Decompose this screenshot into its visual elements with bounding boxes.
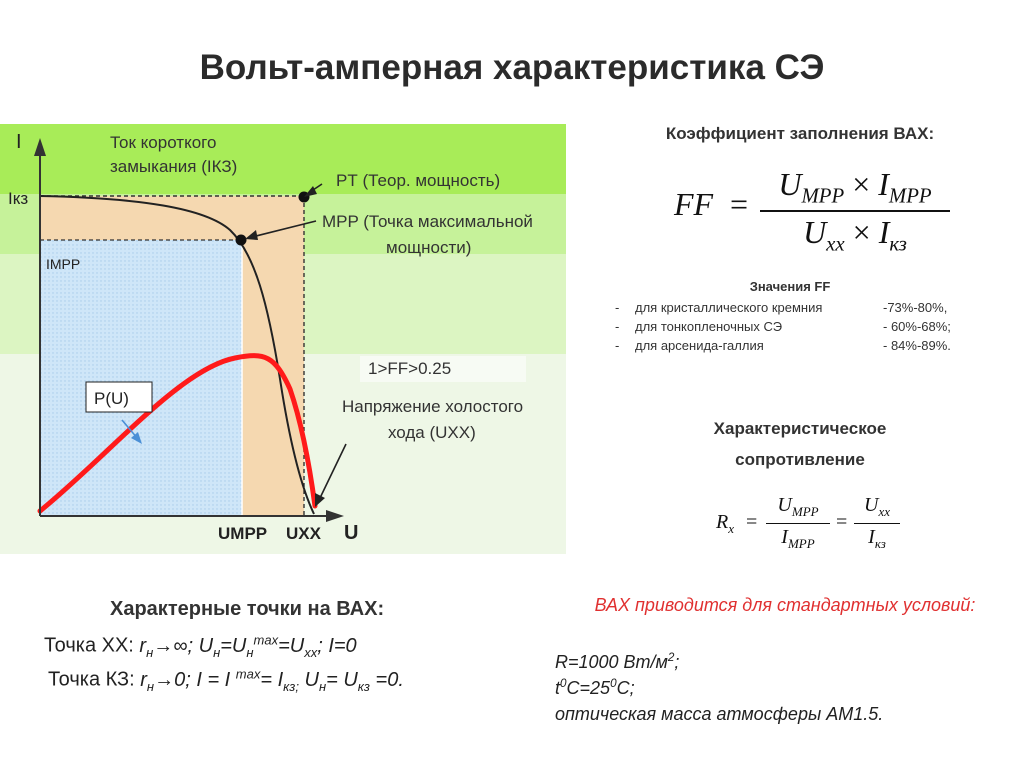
point-xx-eq1: =U — [220, 634, 247, 657]
ff-num-i: I — [878, 166, 889, 202]
rx-n2 — [854, 494, 900, 520]
pu-label: P(U) — [94, 389, 129, 408]
rx-d1 — [766, 526, 830, 552]
points-heading: Характерные точки на ВАХ: — [110, 598, 385, 620]
list-item — [615, 317, 951, 336]
rx-lhs — [716, 511, 734, 537]
uxx-label: UXX — [286, 524, 321, 543]
point-kz-u2-sub: кз — [357, 678, 370, 694]
point-kz-r: r — [140, 668, 147, 691]
rx-d1-i: I — [781, 526, 788, 548]
point-xx-prefix: Точка ХХ: — [44, 634, 140, 657]
standard-r-sup: 2 — [667, 651, 675, 664]
ff-formula-lhs: FF — [674, 186, 714, 222]
standard-t-sup: 0 — [560, 677, 567, 690]
ff-formula — [674, 166, 954, 258]
point-kz-arrow: →0; — [154, 668, 197, 691]
iv-curve-diagram — [0, 124, 566, 554]
rx-d2-i: I — [868, 526, 875, 548]
rx-n2-sub: xx — [878, 504, 890, 519]
ff-heading: Коэффициент заполнения ВАХ: — [665, 124, 935, 143]
point-kz-prefix: Точка КЗ: — [48, 668, 141, 691]
standard-t-end: C; — [616, 678, 635, 698]
list-dash: - — [615, 319, 620, 334]
point-xx-u: U — [198, 634, 214, 657]
isc-label-line2: замыкания (IКЗ) — [110, 157, 238, 176]
rx-bar2 — [854, 523, 900, 524]
rx-n2-u: U — [864, 494, 879, 516]
rx-eq1: = — [746, 511, 758, 533]
point-xx-line — [44, 632, 357, 660]
pt-label: PТ (Теор. мощность) — [336, 171, 501, 190]
rx-n1-u: U — [777, 494, 792, 516]
iv-diagram-svg — [0, 124, 566, 554]
list-text: для тонкопленочных СЭ — [635, 319, 783, 334]
list-text: для арсенида-галлия — [635, 338, 764, 353]
rx-heading-line1: Характеристическое — [713, 419, 887, 438]
rx-lhs-r: R — [716, 511, 729, 533]
ff-den-times: × — [852, 214, 871, 250]
rx-d1-sub: MPP — [787, 536, 815, 551]
rx-formula — [716, 492, 916, 558]
point-kz-line — [48, 666, 404, 694]
list-value: - 84%-89%. — [883, 338, 951, 353]
point-xx-u2-sup: max — [253, 632, 279, 647]
axis-i-label: I — [16, 131, 22, 153]
point-kz-i-sup: max — [235, 666, 261, 681]
ff-num-u: U — [778, 166, 802, 202]
standard-r-text: R=1000 Вт/м — [555, 652, 668, 672]
voc-label-line2: хода (UXX) — [388, 423, 476, 442]
ff-den-i-sub: кз — [889, 232, 907, 256]
point-xx-u-sub: н — [213, 644, 221, 660]
list-value: -73%-80%, — [883, 300, 948, 315]
ff-fraction-bar — [760, 210, 950, 212]
point-kz-u-sub: н — [318, 678, 327, 694]
point-kz-r-sub: н — [146, 678, 155, 694]
axis-u-label: U — [344, 522, 359, 544]
point-kz-eq1: = I — [260, 668, 284, 691]
standard-conditions-heading: ВАХ приводится для стандартных условий: — [594, 595, 976, 615]
point-kz-u: U — [298, 668, 319, 691]
rx-d2-sub: кз — [874, 536, 886, 551]
standard-r-end: ; — [674, 652, 680, 672]
ff-values-list — [615, 298, 951, 355]
ff-num-u-sub: MPP — [801, 184, 845, 208]
ikz-label: Iкз — [8, 189, 29, 208]
page-title: Вольт-амперная характеристика СЭ — [199, 48, 825, 87]
standard-irradiance — [555, 651, 679, 673]
list-dash: - — [615, 338, 620, 353]
point-kz-tail: = U — [326, 668, 358, 691]
isc-label-line1: Ток короткого — [110, 133, 217, 152]
point-kz-i: I = I — [196, 668, 236, 691]
point-xx-arrow: →∞; — [153, 634, 199, 657]
rx-d2 — [854, 526, 900, 552]
rx-eq2: = — [836, 511, 848, 533]
point-xx-u3-sub: xx — [304, 644, 318, 660]
standard-air-mass: оптическая масса атмосферы АМ1.5. — [555, 704, 884, 724]
mpp-label-line1: MPP (Точка максимальной — [322, 212, 533, 231]
ff-numerator — [760, 166, 950, 208]
rx-n1 — [766, 494, 830, 520]
rx-bar1 — [766, 523, 830, 524]
ff-den-u-sub: xx — [826, 232, 845, 256]
impp-label: IMPP — [46, 256, 81, 272]
standard-t-sup2: 0 — [610, 677, 617, 690]
ff-den-i: I — [878, 214, 890, 250]
ff-den-u: U — [803, 214, 827, 250]
list-text: для кристаллического кремния — [635, 300, 823, 315]
mpp-point — [236, 235, 247, 246]
list-dash: - — [615, 300, 620, 315]
mpp-label-line2: мощности) — [386, 238, 472, 257]
standard-t-text: t — [555, 678, 561, 698]
voc-label-line1: Напряжение холостого — [342, 397, 524, 416]
point-xx-eq2: =U — [278, 634, 305, 657]
ff-denominator — [760, 214, 950, 256]
point-kz-end: =0. — [369, 668, 404, 691]
rx-heading — [600, 413, 1000, 475]
ff-num-times: × — [852, 166, 871, 202]
ff-num-i-sub: MPP — [888, 184, 932, 208]
ff-values-heading: Значения FF — [749, 279, 831, 294]
point-xx-r: r — [139, 634, 147, 657]
ff-range-label: 1>FF>0.25 — [368, 359, 452, 378]
point-xx-r-sub: н — [146, 644, 154, 660]
max-power-area — [40, 240, 242, 516]
point-xx-u2-sub: н — [246, 644, 254, 660]
standard-temperature — [555, 677, 635, 699]
list-value: - 60%-68%; — [883, 319, 951, 334]
rx-lhs-sub: x — [728, 521, 734, 536]
ff-formula-eq: = — [730, 186, 749, 222]
standard-t-mid: C=25 — [566, 678, 611, 698]
point-kz-i2-sub: кз; — [283, 678, 299, 694]
rx-heading-line2: сопротивление — [735, 450, 865, 469]
list-item — [615, 336, 951, 355]
rx-n1-sub: MPP — [791, 504, 819, 519]
umpp-label: UMPP — [218, 524, 268, 543]
list-item — [615, 298, 951, 317]
point-xx-tail: ; I=0 — [317, 634, 357, 657]
